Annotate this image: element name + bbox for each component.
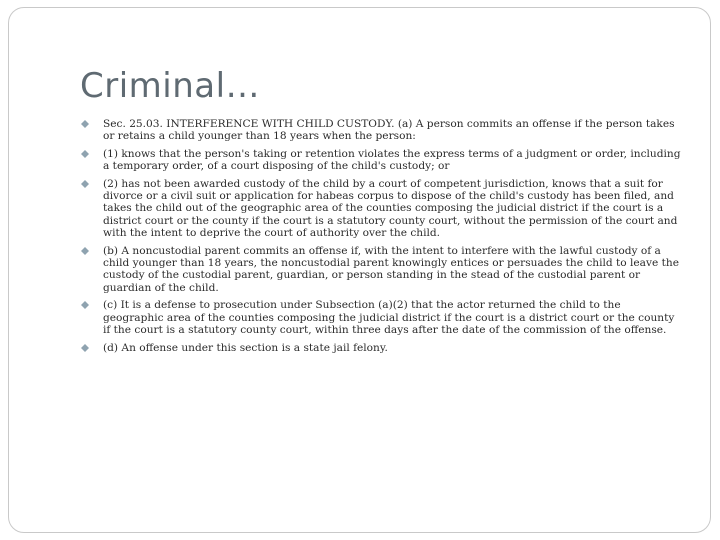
diamond-bullet-icon <box>81 180 89 188</box>
diamond-bullet-icon <box>81 150 89 158</box>
slide-title: Criminal… <box>80 66 261 106</box>
list-item <box>81 299 681 336</box>
bullet-list <box>81 118 681 359</box>
diamond-bullet-icon <box>81 344 89 352</box>
bullet-text: (c) It is a defense to prosecution under Subsection (a)(2) that the actor returned the child to the geographic area of the counties composing the judicial district if the court is a district court or the county if the court is a statutory county court, within three days after the date of the commission of the offense. <box>103 299 675 337</box>
bullet-text: Sec. 25.03. INTERFERENCE WITH CHILD CUSTODY. (a) A person commits an offense if the person takes or retains a child younger than 18 years when the person: <box>103 118 675 143</box>
list-item <box>81 148 681 173</box>
diamond-bullet-icon <box>81 247 89 255</box>
list-item <box>81 178 681 240</box>
bullet-text: (1) knows that the person's taking or retention violates the express terms of a judgment or order, including a temporary order, of a court disposing of the child's custody; or <box>103 147 681 173</box>
list-item <box>81 118 681 143</box>
list-item <box>81 245 681 295</box>
diamond-bullet-icon <box>81 301 89 309</box>
diamond-bullet-icon <box>81 120 89 128</box>
bullet-text: (d) An offense under this section is a state jail felony. <box>103 341 388 354</box>
bullet-text: (2) has not been awarded custody of the child by a court of competent jurisdiction, knows that a suit for divorce or a civil suit or application for habeas corpus to dispose of the child's custody has been filed, and takes the child out of the geographic area of the counties composing the judicial district if the court is a district court or the county if the court is a statutory county court, without the permission of the court and with the intent to deprive the court of authority over the child. <box>103 177 678 240</box>
bullet-text: (b) A noncustodial parent commits an offense if, with the intent to interfere with the lawful custody of a child younger than 18 years, the noncustodial parent knowingly entices or persuades the child to leave the custody of the custodial parent, guardian, or person standing in the stead of the custodial parent or guardian of the child. <box>103 244 679 294</box>
list-item <box>81 342 681 354</box>
